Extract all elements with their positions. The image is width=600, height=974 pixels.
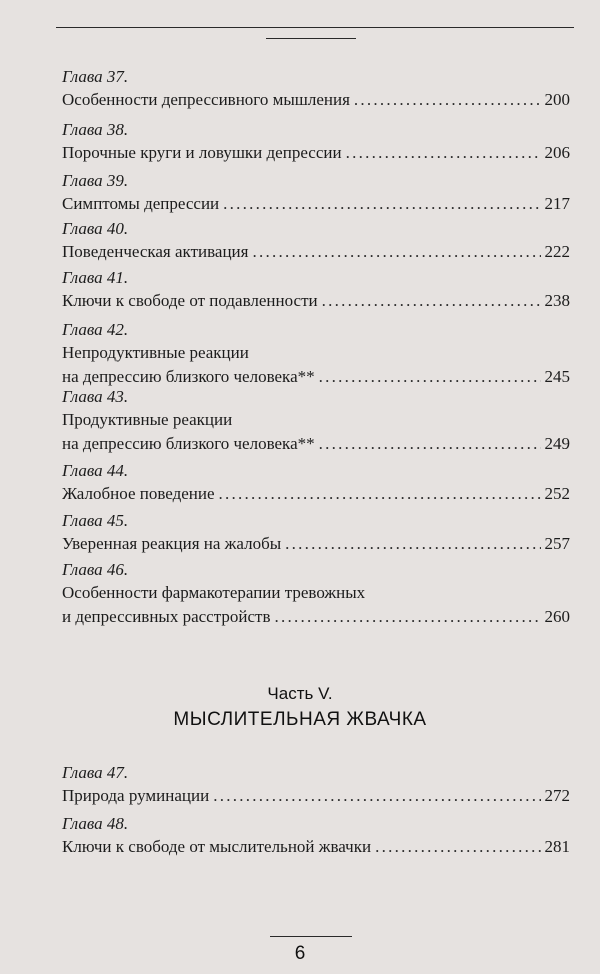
toc-entry-39 <box>62 170 570 216</box>
chapter-label: Глава 38. <box>62 120 129 139</box>
chapter-label: Глава 41. <box>62 268 129 287</box>
dot-leader <box>346 141 541 165</box>
dot-leader <box>219 482 541 506</box>
chapter-label: Глава 47. <box>62 763 129 782</box>
toc-entry-40 <box>62 218 570 264</box>
chapter-label: Глава 48. <box>62 814 129 833</box>
chapter-title: Поведенческая активация <box>62 242 249 261</box>
toc-row <box>62 289 570 313</box>
chapter-title-line: Непродуктивные реакции <box>62 343 249 362</box>
header-rule <box>56 27 574 28</box>
dot-leader <box>354 88 541 112</box>
toc-row <box>62 432 570 456</box>
chapter-label: Глава 39. <box>62 171 129 190</box>
toc-entry-45 <box>62 510 570 556</box>
chapter-title: Симптомы депрессии <box>62 194 220 213</box>
part-label: Часть V. <box>267 684 333 703</box>
page-ref: 222 <box>544 242 570 261</box>
page-ref: 249 <box>544 434 570 453</box>
toc-row <box>62 240 570 264</box>
toc-row <box>62 88 570 112</box>
footer-rule <box>270 936 352 937</box>
chapter-title: на депрессию близкого человека** <box>62 367 315 386</box>
toc-row <box>62 532 570 556</box>
header-rule-short <box>266 38 356 39</box>
dot-leader <box>322 289 541 313</box>
toc-row <box>62 192 570 216</box>
dot-leader <box>223 192 540 216</box>
dot-leader <box>319 432 541 456</box>
page-ref: 252 <box>544 484 570 503</box>
chapter-title-line: Особенности фармакотерапии тревожных <box>62 583 366 602</box>
dot-leader <box>252 240 540 264</box>
dot-leader <box>285 532 540 556</box>
chapter-title: Порочные круги и ловушки депрессии <box>62 143 342 162</box>
page-ref: 200 <box>544 90 570 109</box>
toc-row <box>62 605 570 629</box>
toc-entry-38 <box>62 119 570 165</box>
chapter-label: Глава 42. <box>62 320 129 339</box>
page-ref: 238 <box>544 291 570 310</box>
chapter-title: Жалобное поведение <box>62 484 215 503</box>
toc-entry-37 <box>62 66 570 112</box>
chapter-title: Ключи к свободе от мыслительной жвачки <box>62 837 372 856</box>
page-ref: 245 <box>544 367 570 386</box>
page-ref: 206 <box>544 143 570 162</box>
chapter-title: Особенности депрессивного мышления <box>62 90 350 109</box>
toc-entry-44 <box>62 460 570 506</box>
toc-entry-42 <box>62 319 570 389</box>
toc-row <box>62 141 570 165</box>
toc-row <box>62 784 570 808</box>
toc-row <box>62 835 570 859</box>
chapter-label: Глава 40. <box>62 219 129 238</box>
page-ref: 260 <box>544 607 570 626</box>
dot-leader <box>274 605 540 629</box>
chapter-title: Уверенная реакция на жалобы <box>62 534 282 553</box>
chapter-label: Глава 45. <box>62 511 129 530</box>
chapter-title: Природа руминации <box>62 786 210 805</box>
toc-entry-41 <box>62 267 570 313</box>
page-ref: 257 <box>544 534 570 553</box>
chapter-label: Глава 46. <box>62 560 129 579</box>
toc-entry-46 <box>62 559 570 629</box>
page-number: 6 <box>294 943 306 964</box>
chapter-title: Ключи к свободе от подавленности <box>62 291 318 310</box>
page-ref: 272 <box>544 786 570 805</box>
toc-row <box>62 482 570 506</box>
chapter-title: на депрессию близкого человека** <box>62 434 315 453</box>
toc-entry-43 <box>62 386 570 456</box>
chapter-title-line: Продуктивные реакции <box>62 410 233 429</box>
chapter-title: и депрессивных расстройств <box>62 607 271 626</box>
page-ref: 281 <box>544 837 570 856</box>
toc-entry-47 <box>62 762 570 808</box>
part-title: МЫСЛИТЕЛЬНАЯ ЖВАЧКА <box>173 709 427 730</box>
dot-leader <box>213 784 540 808</box>
chapter-label: Глава 43. <box>62 387 129 406</box>
chapter-label: Глава 37. <box>62 67 129 86</box>
chapter-label: Глава 44. <box>62 461 129 480</box>
page-ref: 217 <box>544 194 570 213</box>
dot-leader <box>375 835 540 859</box>
toc-entry-48 <box>62 813 570 859</box>
